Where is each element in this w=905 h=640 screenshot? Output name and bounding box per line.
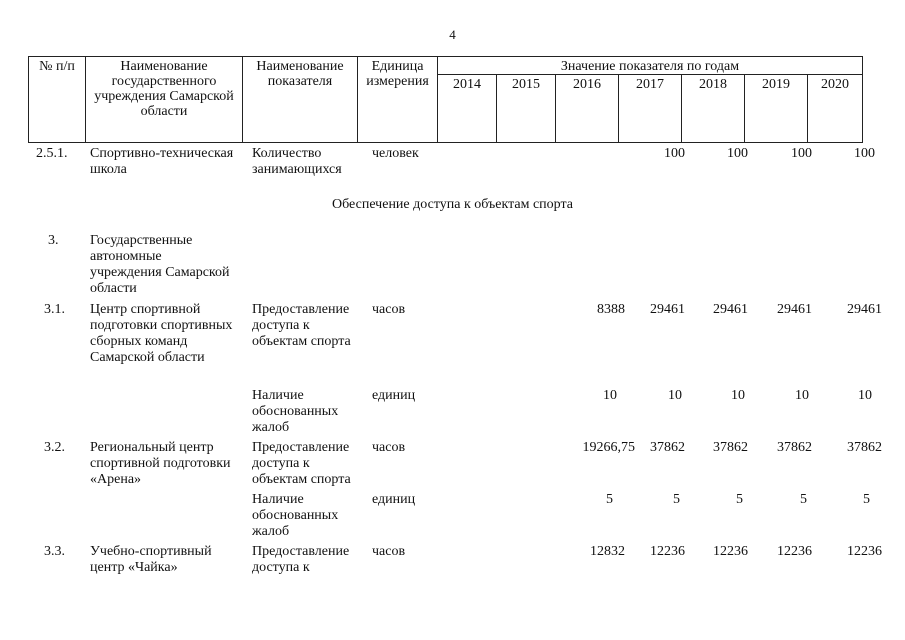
value-2019: 12236 <box>777 544 812 559</box>
unit: часов <box>372 302 406 317</box>
value-2017: 5 <box>673 492 680 507</box>
indicator-name: Предоставление доступа к объектам спорта <box>252 302 351 349</box>
row-number: 3.2. <box>44 440 65 455</box>
value-2016: 19266,75 <box>582 440 635 455</box>
value-2019: 37862 <box>777 440 812 455</box>
value-2020: 12236 <box>847 544 882 559</box>
row-number: 3.1. <box>44 302 65 317</box>
header-institution: Наименование государственного учреждения Самарской области <box>86 57 243 143</box>
header-indicator: Наименование показателя <box>243 57 358 143</box>
value-2016: 12832 <box>590 544 625 559</box>
value-2017: 10 <box>668 388 682 403</box>
value-2020: 5 <box>863 492 870 507</box>
value-2017: 100 <box>664 146 685 161</box>
value-2018: 5 <box>736 492 743 507</box>
institution-name: Учебно-спортивный центр «Чайка» <box>90 544 212 575</box>
unit: человек <box>372 146 419 161</box>
unit: единиц <box>372 492 416 507</box>
value-2019: 100 <box>791 146 812 161</box>
value-2017: 12236 <box>650 544 685 559</box>
indicator-name: Количество занимающихся <box>252 146 342 177</box>
header-year: 2014 <box>438 75 497 143</box>
header-year: 2017 <box>619 75 682 143</box>
value-2016: 5 <box>606 492 613 507</box>
header-unit: Единица измерения <box>358 57 438 143</box>
header-year: 2018 <box>682 75 745 143</box>
section-title: Обеспечение доступа к объектам спорта <box>332 197 573 212</box>
table-header <box>28 56 863 143</box>
value-2018: 10 <box>731 388 745 403</box>
value-2018: 100 <box>727 146 748 161</box>
value-2017: 29461 <box>650 302 685 317</box>
value-2018: 29461 <box>713 302 748 317</box>
page-number: 4 <box>449 27 456 42</box>
institution-name: Спортивно-техническая школа <box>90 146 234 177</box>
institution-name: Центр спортивной подготовки спортивных сборных команд Самарской области <box>90 302 233 365</box>
value-2016: 8388 <box>597 302 625 317</box>
unit: единиц <box>372 388 416 403</box>
value-2019: 5 <box>800 492 807 507</box>
indicator-name: Наличие обоснованных жалоб <box>252 492 339 539</box>
header-year: 2015 <box>497 75 556 143</box>
row-number: 2.5.1. <box>36 146 68 161</box>
row-number: 3. <box>48 233 59 248</box>
unit: часов <box>372 440 406 455</box>
header-year: 2020 <box>808 75 863 143</box>
value-2018: 37862 <box>713 440 748 455</box>
value-2019: 10 <box>795 388 809 403</box>
header-num: № п/п <box>29 57 86 143</box>
row-number: 3.3. <box>44 544 65 559</box>
indicator-name: Предоставление доступа к <box>252 544 350 575</box>
value-2020: 10 <box>858 388 872 403</box>
institution-name: Государственные автономные учреждения Самарской области <box>90 233 230 296</box>
value-2020: 37862 <box>847 440 882 455</box>
value-2016: 10 <box>603 388 617 403</box>
value-2020: 29461 <box>847 302 882 317</box>
unit: часов <box>372 544 406 559</box>
value-2020: 100 <box>854 146 875 161</box>
header-year: 2016 <box>556 75 619 143</box>
indicator-name: Наличие обоснованных жалоб <box>252 388 339 435</box>
value-2017: 37862 <box>650 440 685 455</box>
indicator-name: Предоставление доступа к объектам спорта <box>252 440 351 487</box>
value-2019: 29461 <box>777 302 812 317</box>
value-2018: 12236 <box>713 544 748 559</box>
institution-name: Региональный центр спортивной подготовки «Арена» <box>90 440 231 487</box>
header-year: 2019 <box>745 75 808 143</box>
header-values: Значение показателя по годам <box>438 57 863 75</box>
